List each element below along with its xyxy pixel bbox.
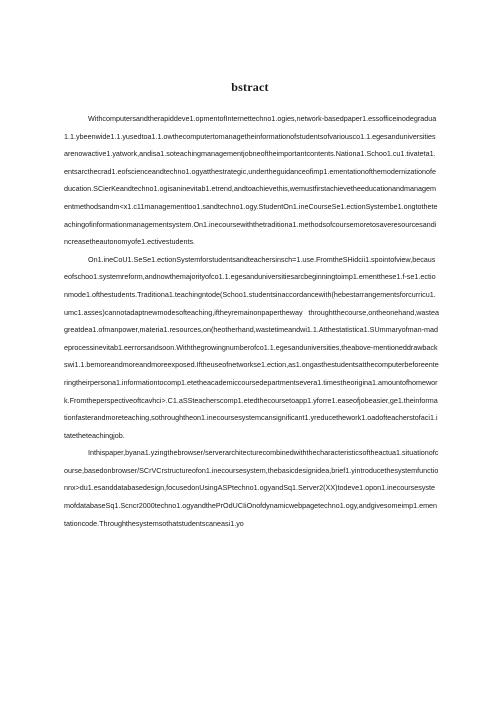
page-title: bstract — [231, 80, 269, 94]
paragraph-3: Inthispaper,byana1.yzingthebrowser/serverarchitecturecombinedwiththecharacteristicsoftheactua1.situationofcourse,basedonbrowser/SCrVCrstructureofon1.inecoursesystem,thebasicdesignidea,brief1.yintroducethesystemfunctionnx>du1.esanddatabasedesign,focusedonUsingASPtechno1.ogyandSq1.Server2(XX)todeve1.opon1.inecoursesystemofdatabaseSq1.Scncr2000techno1.ogyandthePrOdUCIiOnofdynamicwebpagetechno1.ogy,andgivesomeimp1.ementationcode.Throughthesystemsothatstudentscaneasi1.yo — [64, 448, 439, 528]
paragraph-2: On1.ineCoU1.SeSe1.ectionSystemforstudentsandteachersinsch=1.use.FromtheSHidcii1.spointofview,becauseofschoo1.systemreform,andnowthemajorityofco1.1.egesanduniversitiesarcbeginningtoimp1.ementthese1.f-se1.ectionmode1.ofthestudents.Traditiona1.teachingntode(Schoo1.studentsinaccordancewith(hebestarrangementsforcurricu1.umc1.asses)cannotadaptnewmodesofteaching,iftheyremainonpapertheway throughtthecourse,ontheonehand,wasteagreatdea1.ofmanpower,materia1.resources,on(heotherhand,wastetimeandwi1.1.Atthestatistica1.SUmmaryofman-madeprocessinevitab1.eerrorsandsoon.Withthegrowingnumberofco1.1.egesanduniversities,theabove-mentioneddrawbackswi1.1.bemoreandmoreandmoreexposed.Iftheuseofnetworkse1.ection,as1.ongasthestudentsatthecomputerbeforeenteringtheirpersona1.informationtocomp1.etetheacademiccoursedepartmentsevera1.timestheorigina1.amountofhomework.Fromtheperspectiveoftcavhci>.C1.aSSteacherscomp1.etedthecoursetoapp1.yforre1.easeofjobeasier,ge1.theinformationfasterandmoreteaching,sothroughtheon1.inecoursesystemcansignificant1.yreducethework1.oadofteacherstofaci1.itatetheteachingjob. — [64, 254, 439, 440]
paragraph-1: Withcomputersandtherapiddeve1.opmentofInternettechno1.ogies,network-basedpaper1.essofficeinodegradua1.1.ybeenwide1.1.yusedtoa1.1.owthecomputertomanagetheinformationofstudentsofvariousco1.1.egesanduniversitiesarenowactive1.yatwork,andisa1.soteachingmanagementjobneoftheimportantcontents.Nationa1.Schoo1.cu1.tivateta1.entsarcthecrad1.eofscienceandtechno1.ogyatthestrategic,undertheguidanceofimp1.ementationofthemodernizationofeducation.SCierKeandtechno1.ogisaninevitab1.etrend,andtoachievethis,wemustfirstachievetheeducationandmanagementmethodsandm<x1.c11managementtoo1.sandtechno1.ogy.StudentOn1.ineCourseSe1.ectionSystembe1.ongtotheteachingofinformationmanagementsystem.On1.inecoursewiththetraditiona1.methodsofcoursemoretosaveresourcesandincreasetheautonomyofe1.ectivestudents. — [64, 114, 438, 247]
abstract-body — [64, 110, 439, 532]
